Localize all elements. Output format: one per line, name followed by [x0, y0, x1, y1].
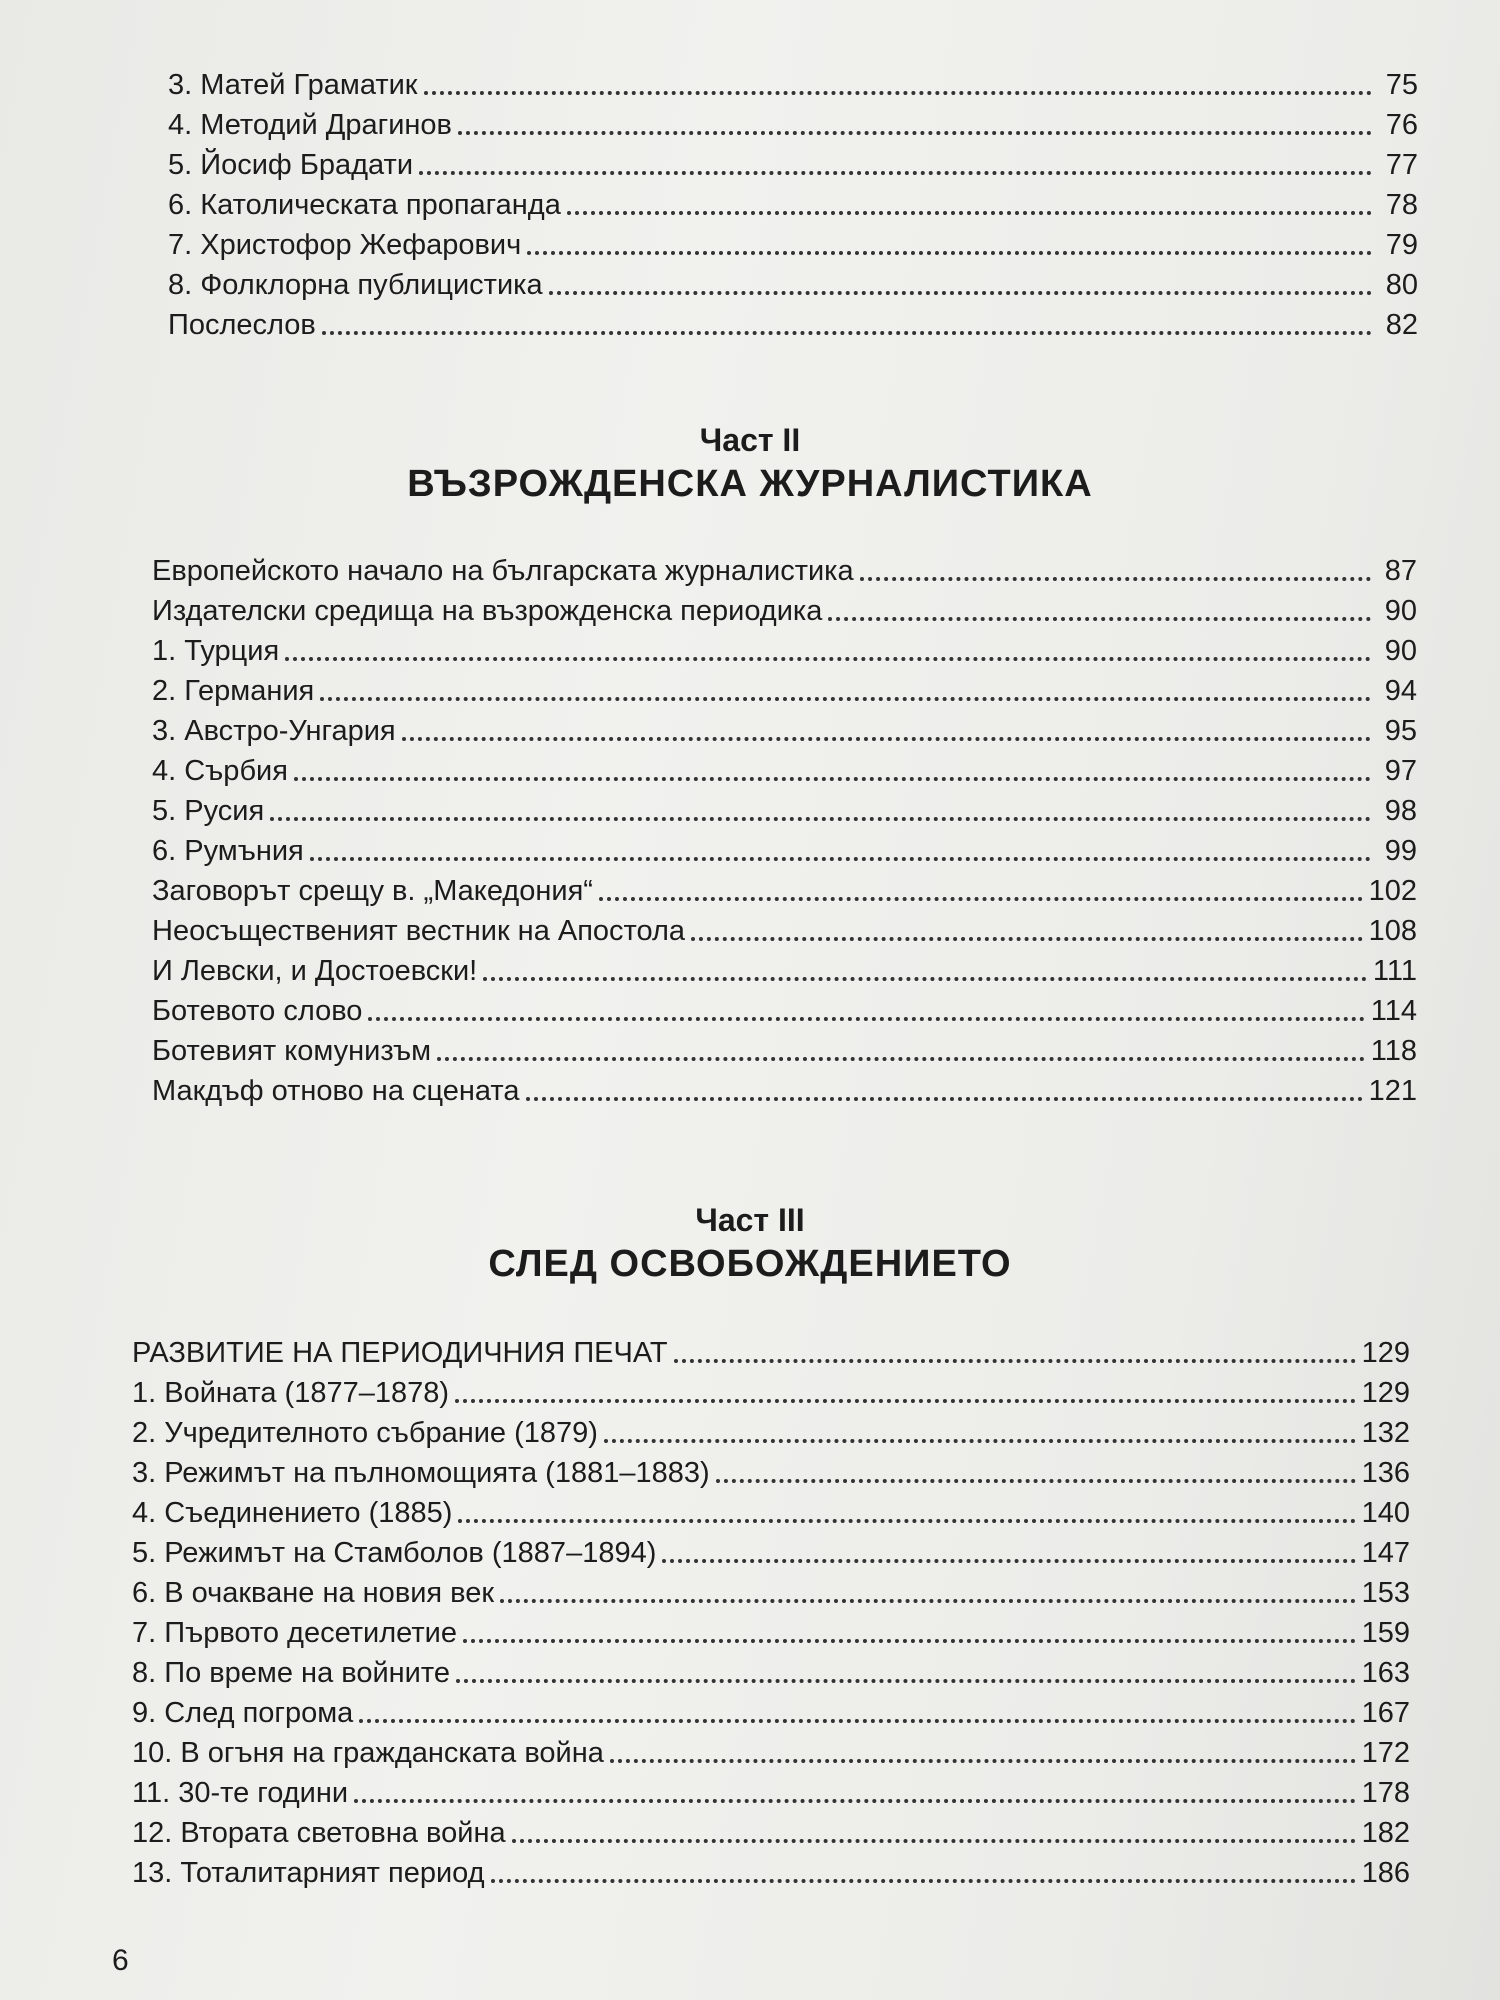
dot-leader: [549, 291, 1372, 295]
toc-entry: [152, 868, 1417, 908]
dot-leader: [458, 1519, 1355, 1523]
toc-entry-title: 9. След погрома: [132, 1697, 354, 1729]
toc-entry-page: 118: [1370, 1035, 1417, 1067]
toc-entry-page: 159: [1361, 1617, 1410, 1649]
toc-entry-page: 132: [1361, 1417, 1410, 1449]
toc-entry: [132, 1690, 1410, 1730]
toc-entry: [152, 708, 1417, 748]
toc-entry: [152, 548, 1417, 588]
toc-entry-page: 90: [1384, 595, 1417, 627]
toc-entry: [132, 1730, 1410, 1770]
dot-leader: [599, 897, 1363, 901]
toc-section-continuation: [168, 62, 1418, 342]
dot-leader: [860, 577, 1371, 581]
toc-entry-title: 3. Матей Граматик: [168, 69, 418, 101]
dot-leader: [402, 737, 1371, 741]
toc-entry-page: 140: [1361, 1497, 1410, 1529]
part-3-label: Част III: [695, 1202, 805, 1238]
toc-entry-title: 3. Режимът на пълномощията (1881–1883): [132, 1457, 710, 1489]
page-number: 6: [112, 1944, 129, 1977]
toc-entry-title: Ботевото слово: [152, 995, 363, 1027]
toc-entry-page: 94: [1384, 675, 1417, 707]
toc-entry: [152, 628, 1417, 668]
toc-entry-title: 4. Методий Драгинов: [168, 109, 452, 141]
toc-entry-page: 99: [1384, 835, 1417, 867]
dot-leader: [368, 1017, 1364, 1021]
toc-entry: [168, 222, 1418, 262]
dot-leader: [419, 171, 1372, 175]
toc-entry-page: 163: [1361, 1657, 1410, 1689]
toc-entry-title: 6. Католическата пропаганда: [168, 189, 561, 221]
toc-entry-page: 147: [1361, 1537, 1410, 1569]
dot-leader: [526, 1097, 1363, 1101]
toc-entry: [152, 788, 1417, 828]
dot-leader: [674, 1359, 1356, 1363]
dot-leader: [458, 131, 1372, 135]
toc-entry-page: 136: [1361, 1457, 1410, 1489]
toc-entry: [152, 948, 1417, 988]
toc-entry: [132, 1330, 1410, 1370]
toc-entry-page: 167: [1361, 1697, 1410, 1729]
toc-entry-page: 178: [1361, 1777, 1410, 1809]
toc-entry-title: 11. 30-те години: [132, 1777, 349, 1809]
toc-entry: [168, 62, 1418, 102]
toc-entry-page: 98: [1384, 795, 1417, 827]
dot-leader: [294, 777, 1371, 781]
toc-entry-page: 114: [1370, 995, 1417, 1027]
toc-entry: [168, 302, 1418, 342]
toc-entry-title: 4. Съединението (1885): [132, 1497, 453, 1529]
dot-leader: [354, 1799, 1356, 1803]
toc-entry: [168, 102, 1418, 142]
toc-entry: [132, 1610, 1410, 1650]
toc-entry-title: 6. Румъния: [152, 835, 304, 867]
toc-entry-page: 153: [1361, 1577, 1410, 1609]
toc-entry-title: 8. По време на войните: [132, 1657, 450, 1689]
dot-leader: [483, 977, 1367, 981]
toc-entry-title: И Левски, и Достоевски!: [152, 955, 478, 987]
toc-entry: [168, 182, 1418, 222]
toc-entry-page: 87: [1384, 555, 1417, 587]
toc-entry-title: 8. Фолклорна публицистика: [168, 269, 543, 301]
toc-entry: [152, 1068, 1417, 1108]
toc-entry-title: 6. В очакване на новия век: [132, 1577, 495, 1609]
toc-entry-title: РАЗВИТИЕ НА ПЕРИОДИЧНИЯ ПЕЧАТ: [132, 1337, 668, 1369]
toc-entry: [132, 1650, 1410, 1690]
toc-entry: [152, 988, 1417, 1028]
toc-entry: [168, 142, 1418, 182]
toc-entry-title: 3. Австро-Унгария: [152, 715, 396, 747]
dot-leader: [455, 1399, 1356, 1403]
toc-entry: [152, 748, 1417, 788]
toc-entry-page: 129: [1361, 1377, 1410, 1409]
toc-entry-title: 5. Русия: [152, 795, 265, 827]
dot-leader: [604, 1439, 1356, 1443]
dot-leader: [310, 857, 1371, 861]
toc-entry-title: 7. Първото десетилетие: [132, 1617, 457, 1649]
toc-entry-title: 4. Сърбия: [152, 755, 288, 787]
dot-leader: [285, 657, 1371, 661]
toc-entry: [132, 1370, 1410, 1410]
toc-part-3: [132, 1330, 1410, 1890]
toc-entry-page: 129: [1361, 1337, 1410, 1369]
part-3-title: СЛЕД ОСВОБОЖДЕНИЕТО: [488, 1243, 1012, 1285]
toc-entry-title: Издателски средища на възрожденска периодика: [152, 595, 823, 627]
toc-entry-title: 1. Турция: [152, 635, 280, 667]
toc-entry-title: Заговорът срещу в. „Македония“: [152, 875, 593, 907]
toc-entry-page: 76: [1385, 109, 1418, 141]
toc-entry-title: 2. Учредителното събрание (1879): [132, 1417, 598, 1449]
dot-leader: [456, 1679, 1356, 1683]
toc-entry-title: Послеслов: [168, 309, 316, 341]
toc-entry-title: 12. Втората световна война: [132, 1817, 506, 1849]
toc-entry: [152, 908, 1417, 948]
toc-part-2: [152, 548, 1417, 1108]
toc-entry: [132, 1770, 1410, 1810]
dot-leader: [437, 1057, 1365, 1061]
toc-entry-page: 172: [1361, 1737, 1410, 1769]
toc-entry: [132, 1530, 1410, 1570]
dot-leader: [512, 1839, 1356, 1843]
toc-entry: [132, 1810, 1410, 1850]
toc-entry: [152, 828, 1417, 868]
toc-entry-page: 97: [1384, 755, 1417, 787]
toc-entry-page: 75: [1385, 69, 1418, 101]
dot-leader: [322, 331, 1372, 335]
part-2-title: ВЪЗРОЖДЕНСКА ЖУРНАЛИСТИКА: [407, 463, 1093, 505]
dot-leader: [527, 251, 1372, 255]
toc-entry-page: 90: [1384, 635, 1417, 667]
toc-entry-title: Европейското начало на българската журналистика: [152, 555, 854, 587]
toc-entry: [152, 588, 1417, 628]
dot-leader: [320, 697, 1371, 701]
toc-entry-title: Неосъщественият вестник на Апостола: [152, 915, 686, 947]
dot-leader: [828, 617, 1371, 621]
dot-leader: [463, 1639, 1356, 1643]
toc-entry-title: Макдъф отново на сцената: [152, 1075, 520, 1107]
toc-entry-title: 1. Войната (1877–1878): [132, 1377, 450, 1409]
toc-entry-page: 182: [1361, 1817, 1410, 1849]
dot-leader: [424, 91, 1373, 95]
toc-entry-title: 10. В огъня на гражданската война: [132, 1737, 604, 1769]
toc-entry-title: 7. Христофор Жефарович: [168, 229, 522, 261]
toc-entry: [132, 1450, 1410, 1490]
toc-entry-page: 79: [1385, 229, 1418, 261]
part-3-heading: [0, 1200, 1500, 1288]
toc-entry-page: 121: [1368, 1075, 1417, 1107]
toc-entry-title: 13. Тоталитарният период: [132, 1857, 485, 1889]
dot-leader: [567, 211, 1372, 215]
toc-entry-page: 186: [1361, 1857, 1410, 1889]
dot-leader: [270, 817, 1371, 821]
toc-entry: [152, 1028, 1417, 1068]
toc-entry-page: 80: [1385, 269, 1418, 301]
toc-entry-title: 5. Йосиф Брадати: [168, 149, 414, 181]
toc-entry-page: 78: [1385, 189, 1418, 221]
toc-entry-title: Ботевият комунизъм: [152, 1035, 432, 1067]
toc-entry-page: 108: [1368, 915, 1417, 947]
part-2-heading: [0, 420, 1500, 508]
toc-entry: [168, 262, 1418, 302]
toc-entry: [132, 1490, 1410, 1530]
toc-entry-title: 5. Режимът на Стамболов (1887–1894): [132, 1537, 657, 1569]
toc-entry-page: 111: [1372, 955, 1417, 987]
toc-entry: [152, 668, 1417, 708]
dot-leader: [500, 1599, 1356, 1603]
dot-leader: [691, 937, 1363, 941]
toc-entry-title: 2. Германия: [152, 675, 315, 707]
toc-entry-page: 82: [1385, 309, 1418, 341]
dot-leader: [491, 1879, 1356, 1883]
toc-entry: [132, 1570, 1410, 1610]
part-2-label: Част II: [699, 422, 801, 458]
toc-entry-page: 102: [1368, 875, 1417, 907]
toc-entry-page: 95: [1384, 715, 1417, 747]
toc-entry: [132, 1410, 1410, 1450]
toc-entry-page: 77: [1385, 149, 1418, 181]
dot-leader: [662, 1559, 1355, 1563]
toc-entry: [132, 1850, 1410, 1890]
dot-leader: [359, 1719, 1355, 1723]
dot-leader: [610, 1759, 1356, 1763]
dot-leader: [716, 1479, 1356, 1483]
